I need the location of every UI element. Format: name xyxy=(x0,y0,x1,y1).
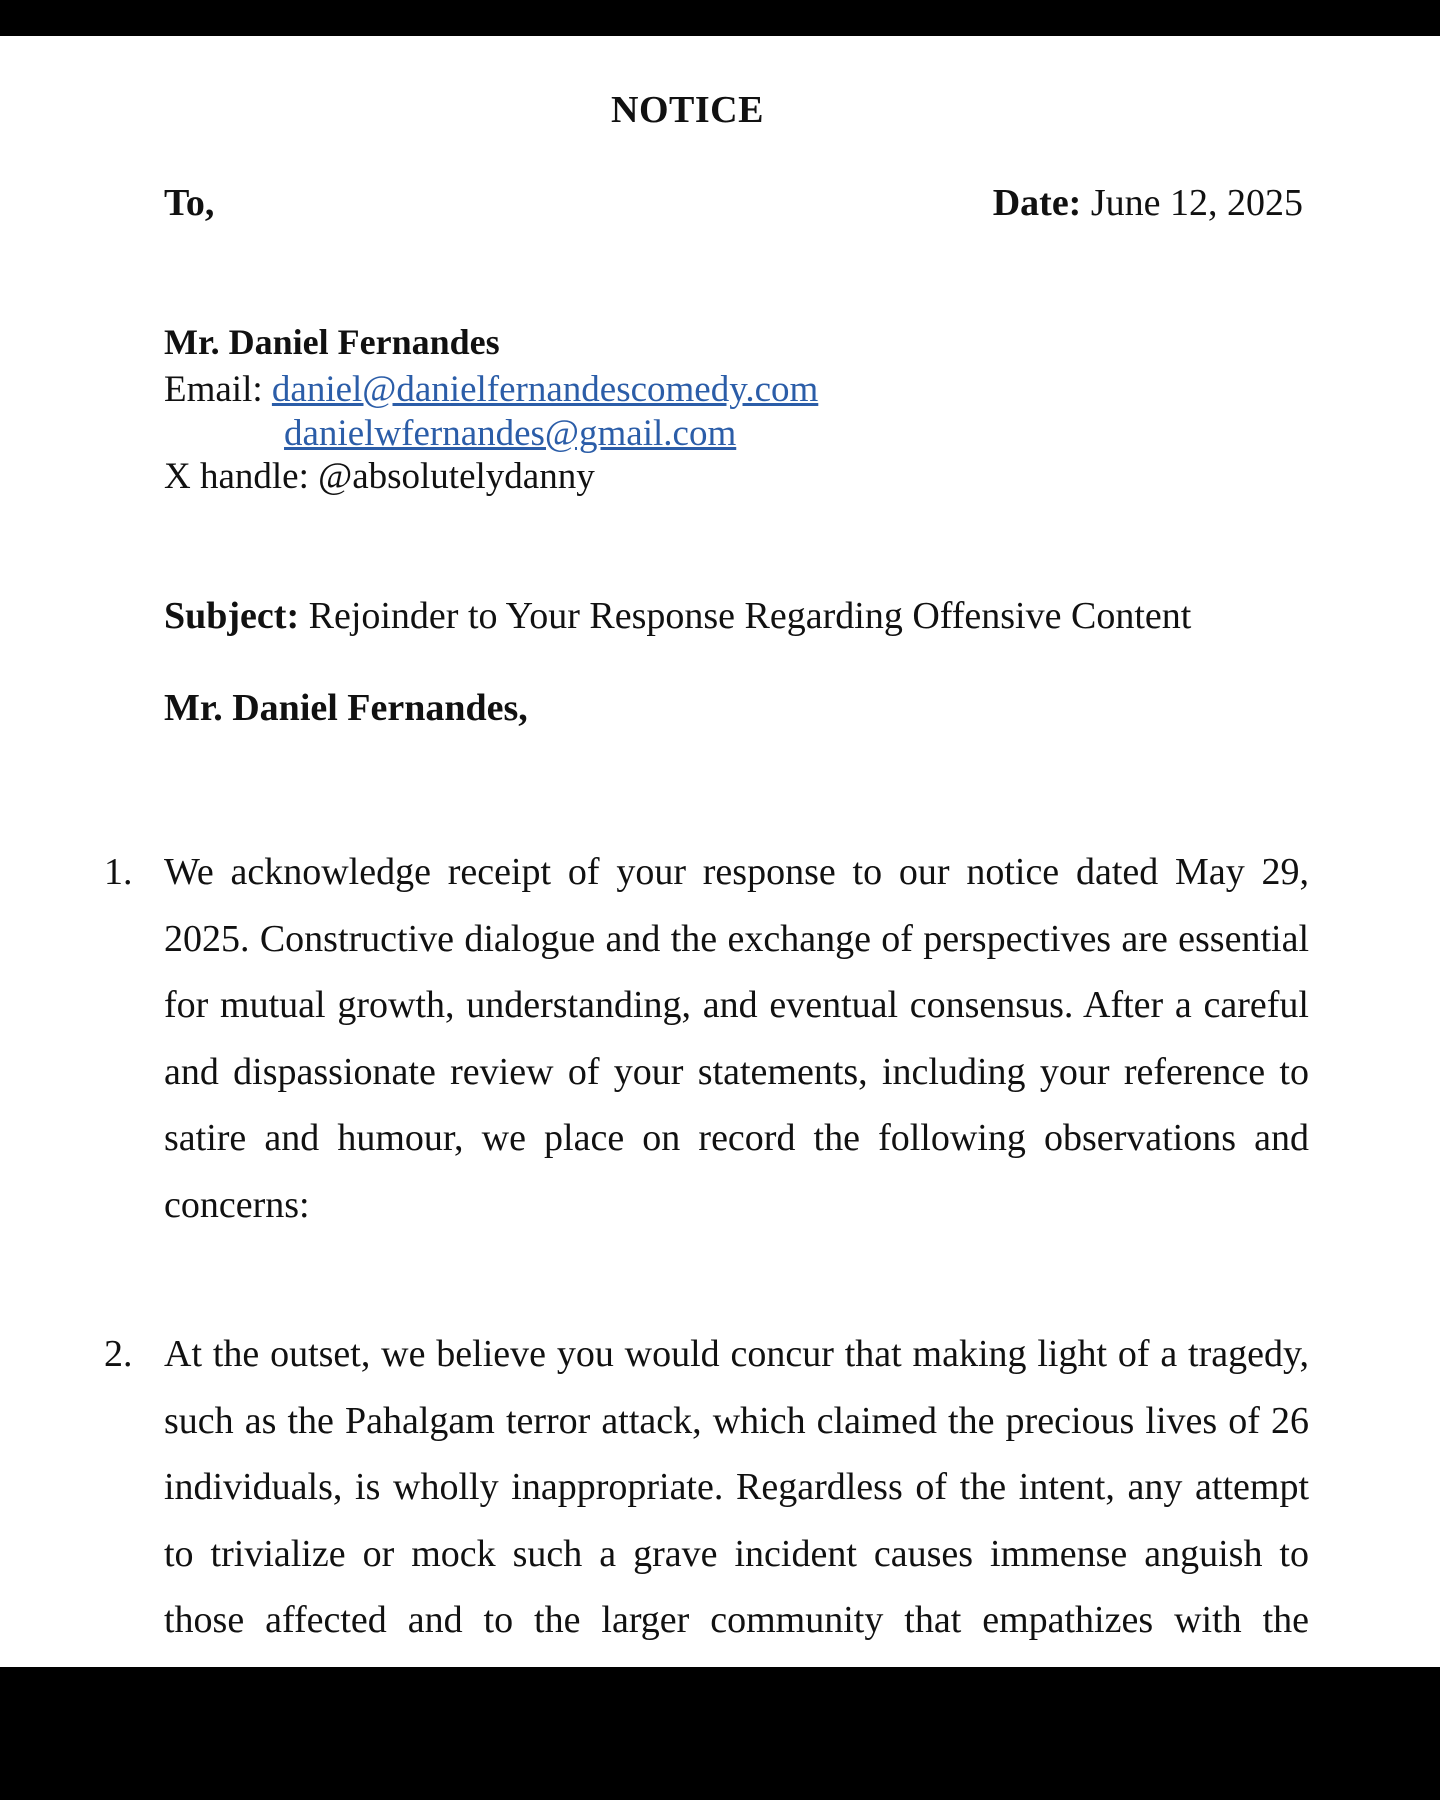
email-line xyxy=(164,368,818,411)
email-link-1[interactable]: daniel@danielfernandescomedy.com xyxy=(271,369,819,410)
email-link-2[interactable]: danielwfernandes@gmail.com xyxy=(284,413,737,454)
x-handle-value: @absolutelydanny xyxy=(318,456,595,497)
email-line-2 xyxy=(284,412,736,455)
x-handle-line xyxy=(164,455,595,498)
paragraph-1: We acknowledge receipt of your response to our notice dated May 29, 2025. Constructive dialogue and the exchange of perspectives are essential for mutual growth, understanding, and eventual consensus. After a careful and dispassionate review of your statements, including your reference to satire and humour, we place on record the following observations and concerns: xyxy=(164,851,1309,1226)
date-line xyxy=(993,181,1303,225)
date-label: Date: xyxy=(992,182,1082,224)
document-page xyxy=(0,36,1440,1667)
paragraph-number-2: 2. xyxy=(104,1333,133,1375)
subject-label: Subject: xyxy=(164,595,300,637)
x-handle-label: X handle: xyxy=(164,456,309,497)
bottom-black-bar xyxy=(0,1667,1440,1800)
recipient-name: Mr. Daniel Fernandes xyxy=(164,322,500,362)
subject-line xyxy=(164,594,1191,638)
email-label: Email: xyxy=(164,369,263,410)
notice-title: NOTICE xyxy=(611,89,764,131)
subject-text: Rejoinder to Your Response Regarding Offensive Content xyxy=(308,595,1192,637)
date-value: June 12, 2025 xyxy=(1090,182,1303,224)
top-black-bar xyxy=(0,0,1440,36)
salutation: Mr. Daniel Fernandes, xyxy=(164,687,528,729)
paragraph-number-1: 1. xyxy=(104,851,133,893)
to-label: To, xyxy=(164,182,215,224)
paragraph-2: At the outset, we believe you would concur that making light of a tragedy, such as the Pahalgam terror attack, which claimed the precious lives of 26 individuals, is wholly inappropriate. Regardless of the intent, any attempt to trivialize or mock such a grave incident causes immense anguish to those affected and to the larger community that empathizes with the xyxy=(164,1333,1309,1641)
